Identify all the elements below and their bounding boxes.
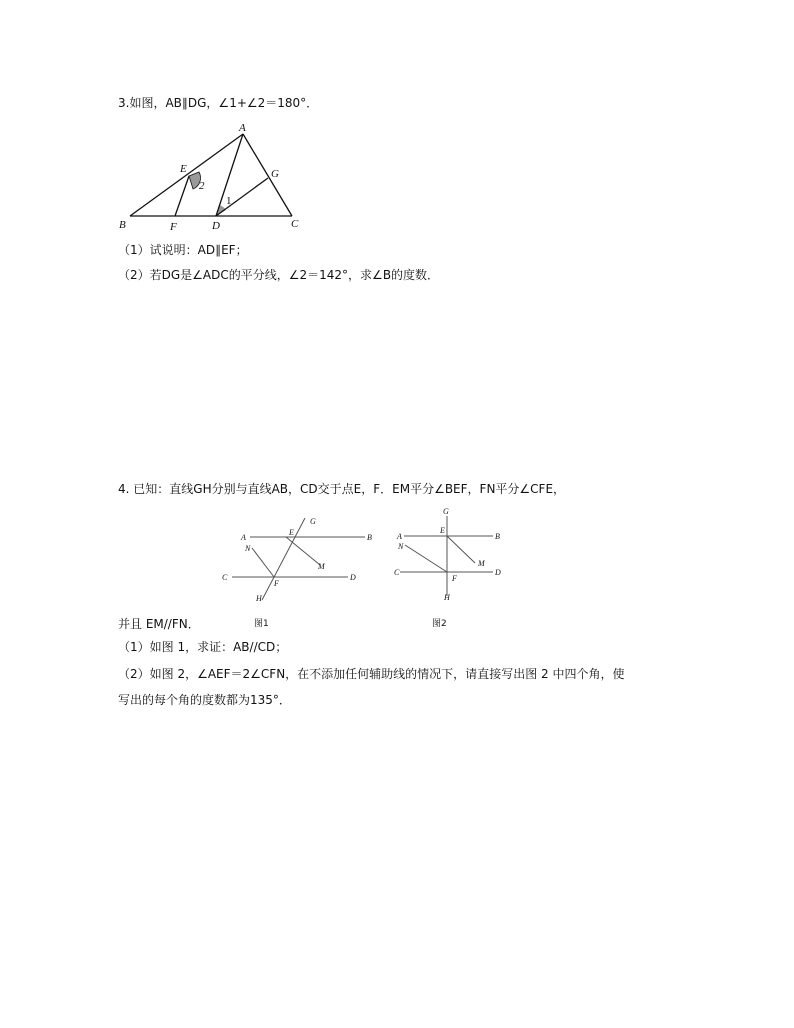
angle-1-label: 1 bbox=[226, 195, 232, 207]
q4-part2-cont: 写出的每个角的度数都为135°． bbox=[118, 693, 291, 707]
point-label: F bbox=[452, 574, 457, 583]
point-label: D bbox=[350, 573, 356, 582]
label-G: G bbox=[271, 168, 279, 180]
point-label: A bbox=[241, 533, 246, 542]
q4-part2: （2）如图 2，∠AEF＝2∠CFN，在不添加任何辅助线的情况下，请直接写出图 2 中四个角，使 bbox=[118, 667, 625, 681]
label-E: E bbox=[180, 163, 187, 175]
point-label: M bbox=[318, 562, 325, 571]
q4-stem-cont: 并且 EM//FN． bbox=[118, 617, 200, 631]
point-label: D bbox=[495, 568, 501, 577]
q4-figure-2 bbox=[394, 507, 501, 602]
point-label: B bbox=[367, 533, 372, 542]
q4-figure-1 bbox=[222, 517, 372, 603]
point-label: N bbox=[245, 544, 251, 553]
point-label: H bbox=[256, 594, 262, 603]
point-label: C bbox=[222, 573, 228, 582]
label-D: D bbox=[212, 220, 220, 232]
point-label: A bbox=[397, 532, 402, 541]
fig1-caption: 图1 bbox=[254, 619, 269, 629]
q3-part2: （2）若DG是∠ADC的平分线，∠2＝142°，求∠B的度数． bbox=[118, 268, 440, 282]
point-label: E bbox=[289, 528, 294, 537]
q3-figure bbox=[119, 122, 299, 233]
label-A: A bbox=[239, 122, 246, 134]
point-label: F bbox=[274, 579, 279, 588]
q3-part1: （1）试说明：AD∥EF； bbox=[118, 243, 248, 257]
point-label: C bbox=[394, 568, 400, 577]
point-label: G bbox=[310, 517, 316, 526]
point-label: H bbox=[444, 593, 450, 602]
q4-part1: （1）如图 1，求证：AB//CD； bbox=[118, 640, 288, 654]
q4-stem: 4. 已知：直线GH分别与直线AB，CD交于点E，F．EM平分∠BEF，FN平分∠CFE， bbox=[118, 482, 566, 496]
point-label: B bbox=[495, 532, 500, 541]
point-label: M bbox=[478, 559, 485, 568]
fig2-caption: 图2 bbox=[432, 619, 447, 629]
label-F: F bbox=[170, 221, 177, 233]
angle-2-label: 2 bbox=[199, 180, 205, 192]
q3-stem: 3.如图，AB∥DG，∠1+∠2＝180°． bbox=[118, 96, 319, 110]
label-B: B bbox=[119, 219, 126, 231]
point-label: G bbox=[443, 507, 449, 516]
point-label: E bbox=[440, 526, 445, 535]
point-label: N bbox=[398, 542, 404, 551]
label-C: C bbox=[291, 218, 299, 230]
